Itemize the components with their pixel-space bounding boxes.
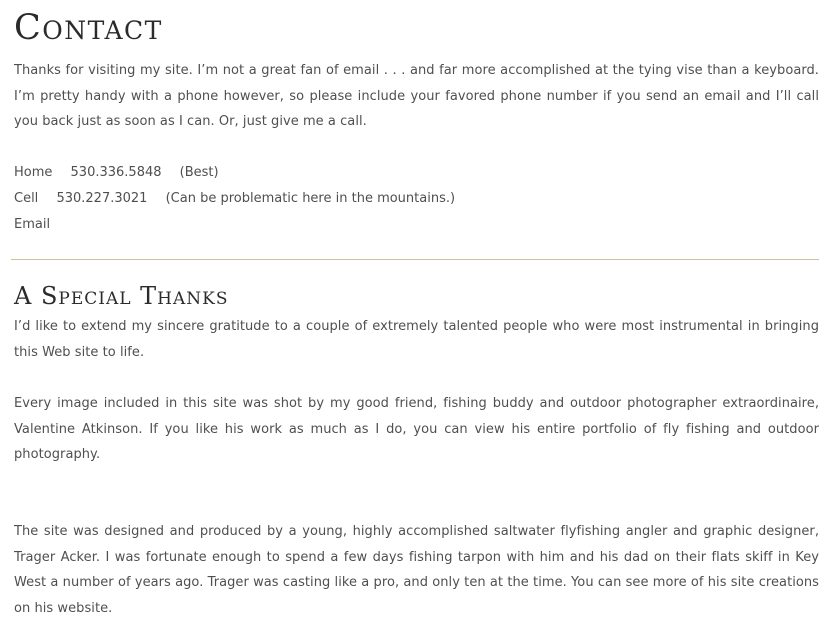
- cell-number[interactable]: 530.227.3021: [56, 191, 148, 206]
- cell-label: Cell: [14, 191, 39, 206]
- home-phone-line: [14, 163, 233, 183]
- home-note: (Best): [179, 165, 219, 180]
- email-link[interactable]: Email: [14, 217, 51, 232]
- contact-intro: Thanks for visiting my site. I’m not a great fan of email . . . and far more accomplished at the tying vise than a keyboard. I’m pretty handy with a phone however, so please include your favored phone number if you send an email and I’ll call you back just as soon as I can. Or, just give me a call.: [14, 63, 819, 129]
- cell-note: (Can be problematic here in the mountains.): [165, 191, 456, 206]
- home-label: Home: [14, 165, 53, 180]
- cell-phone-line: [14, 189, 469, 209]
- home-number[interactable]: 530.336.5848: [70, 165, 162, 180]
- thanks-paragraph-3: The site was designed and produced by a young, highly accomplished saltwater flyfishing angler and graphic designer, Trager Acker. I was fortunate enough to spend a few days fishing tarpon with him and his dad on their flats skiff in Key West a number of years ago. Trager was casting like a pro, and only ten at the time. You can see more of his site creations on his website.: [14, 524, 819, 616]
- page-title: Contact: [14, 8, 163, 48]
- thanks-paragraph-2: Every image included in this site was shot by my good friend, fishing buddy and outdoor photographer extraordinaire, Valentine Atkinson. If you like his work as much as I do, you can view his entire portfolio of fly fishing and outdoor photography.: [14, 396, 819, 462]
- email-line: [14, 215, 50, 235]
- thanks-paragraph-1: I’d like to extend my sincere gratitude to a couple of extremely talented people who were most instrumental in bringing this Web site to life.: [14, 319, 819, 360]
- section-divider: [11, 259, 819, 260]
- thanks-title: A Special Thanks: [14, 282, 229, 310]
